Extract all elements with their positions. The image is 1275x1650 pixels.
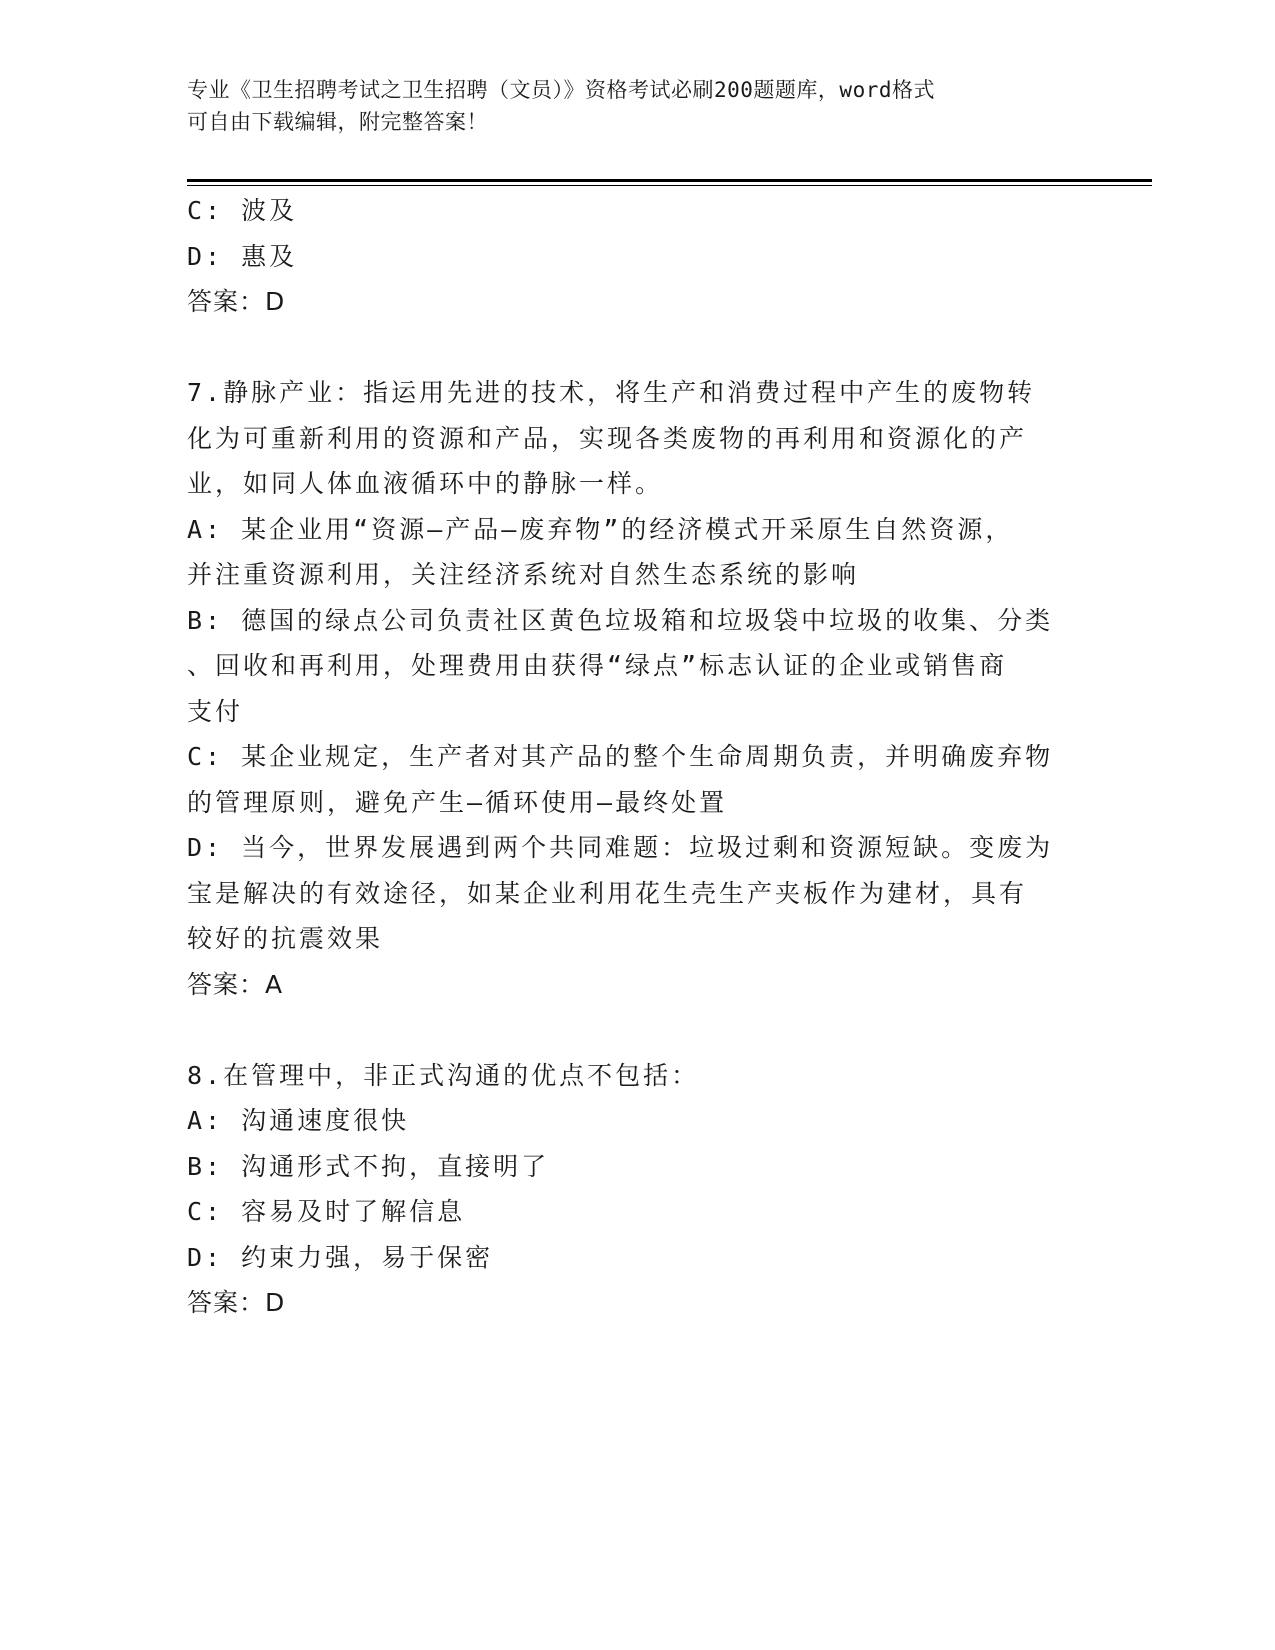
q8-stem: 8.在管理中，非正式沟通的优点不包括： [187, 1060, 700, 1090]
header-divider-thick [187, 179, 1152, 182]
q7-stem-line: 7.静脉产业：指运用先进的技术，将生产和消费过程中产生的废物转 [187, 378, 1036, 407]
question-content [187, 188, 1087, 1326]
header-line-2: 可自由下载编辑，附完整答案！ [187, 110, 488, 134]
header-line-1: 专业《卫生招聘考试之卫生招聘（文员）》资格考试必刷200题题库，word格式 [187, 78, 935, 102]
question-7 [187, 370, 1087, 1007]
q7-option-b-cont: 支付 [187, 696, 244, 726]
q7-option-a-cont: 并注重资源利用，关注经济系统对自然生态系统的影响 [187, 560, 860, 589]
question-6-tail [187, 188, 1087, 325]
q8-option-d: D: 约束力强，易于保密 [187, 1242, 494, 1272]
q7-option-d-cont: 较好的抗震效果 [187, 924, 384, 953]
q8-answer: 答案：D [187, 1288, 286, 1317]
q8-option-b: B: 沟通形式不拘，直接明了 [187, 1151, 550, 1181]
q6-option-c: C: 波及 [187, 196, 298, 225]
q7-stem-line: 化为可重新利用的资源和产品，实现各类废物的再利用和资源化的产 [187, 423, 1028, 453]
question-spacer [187, 325, 1087, 371]
q7-option-d-cont: 宝是解决的有效途径，如某企业利用花生壳生产夹板作为建材，具有 [187, 878, 1028, 908]
header-divider-thin [187, 185, 1152, 186]
q7-answer: 答案：A [187, 969, 284, 999]
q7-option-a: A: 某企业用“资源—产品—废弃物”的经济模式开采原生自然资源， [187, 514, 1014, 544]
q7-option-c: C: 某企业规定，生产者对其产品的整个生命周期负责，并明确废弃物 [187, 742, 1054, 771]
q8-option-a: A: 沟通速度很快 [187, 1106, 410, 1135]
q8-option-c: C: 容易及时了解信息 [187, 1197, 466, 1226]
q7-option-b-cont: 、回收和再利用，处理费用由获得“绿点”标志认证的企业或销售商 [187, 651, 1008, 680]
q7-stem-line: 业，如同人体血液循环中的静脉一样。 [187, 469, 664, 498]
q7-option-d: D: 当今，世界发展遇到两个共同难题：垃圾过剩和资源短缺。变废为 [187, 833, 1054, 862]
q7-option-c-cont: 的管理原则，避免产生—循环使用—最终处置 [187, 787, 728, 817]
q7-option-b: B: 德国的绿点公司负责社区黄色垃圾箱和垃圾袋中垃圾的收集、分类 [187, 605, 1054, 635]
q6-answer: 答案：D [187, 287, 286, 316]
question-8 [187, 1053, 1087, 1326]
page-header [187, 74, 1067, 138]
question-spacer [187, 1007, 1087, 1053]
q6-option-d: D: 惠及 [187, 241, 298, 271]
